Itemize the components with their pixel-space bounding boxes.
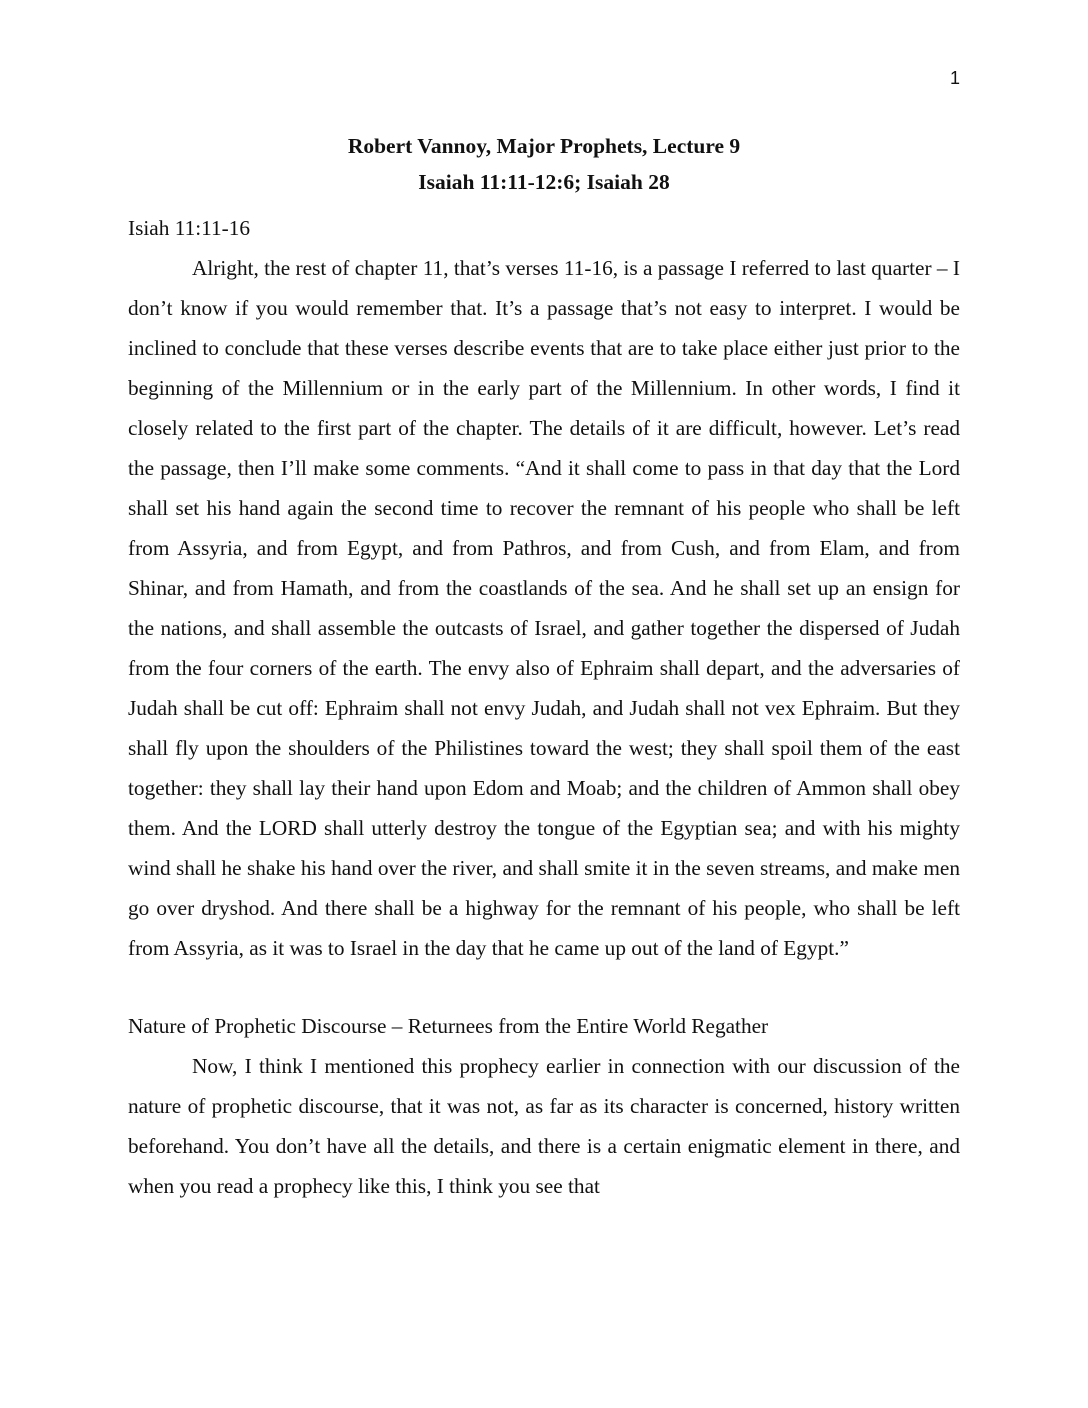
title-block bbox=[0, 128, 1088, 200]
section-heading-isaiah-11: Isiah 11:11-16 bbox=[128, 216, 251, 240]
section-heading-prophetic-discourse: Nature of Prophetic Discourse – Returnees from the Entire World Regather bbox=[128, 1014, 769, 1038]
document-body bbox=[128, 208, 960, 1206]
lecture-title: Robert Vannoy, Major Prophets, Lecture 9 bbox=[347, 134, 741, 158]
section-paragraph-isaiah-11: Alright, the rest of chapter 11, that’s verses 11-16, is a passage I referred to last quarter – I don’t know if you would remember that. It’s a passage that’s not easy to interpret. I would be inclined to conclude that these verses describe events that are to take place either just prior to the beginning of the Millennium or in the early part of the Millennium. In other words, I find it closely related to the first part of the chapter. The details of it are difficult, however. Let’s read the passage, then I’ll make some comments. “And it shall come to pass in that day that the Lord shall set his hand again the second time to recover the remnant of his people who shall be left from Assyria, and from Egypt, and from Pathros, and from Cush, and from Elam, and from Shinar, and from Hamath, and from the coastlands of the sea. And he shall set up an ensign for the nations, and shall assemble the outcasts of Israel, and gather together the dispersed of Judah from the four corners of the earth. The envy also of Ephraim shall depart, and the adversaries of Judah shall be cut off: Ephraim shall not envy Judah, and Judah shall not vex Ephraim. But they shall fly upon the shoulders of the Philistines toward the west; they shall spoil them of the east together: they shall lay their hand upon Edom and Moab; and the children of Ammon shall obey them. And the LORD shall utterly destroy the tongue of the Egyptian sea; and with his mighty wind shall he shake his hand over the river, and shall smite it in the seven streams, and make men go over dryshod. And there shall be a highway for the remnant of his people, who shall be left from Assyria, as it was to Israel in the day that he came up out of the land of Egypt.” bbox=[128, 256, 960, 960]
section-paragraph-prophetic-discourse: Now, I think I mentioned this prophecy earlier in connection with our discussion of the nature of prophetic discourse, that it was not, as far as its character is concerned, history written beforehand. You don’t have all the details, and there is a certain enigmatic element in there, and when you read a prophecy like this, I think you see that bbox=[128, 1054, 960, 1198]
page-number: 1 bbox=[949, 68, 960, 88]
section-spacer bbox=[128, 968, 960, 1006]
lecture-subtitle: Isaiah 11:11-12:6; Isaiah 28 bbox=[418, 170, 670, 194]
